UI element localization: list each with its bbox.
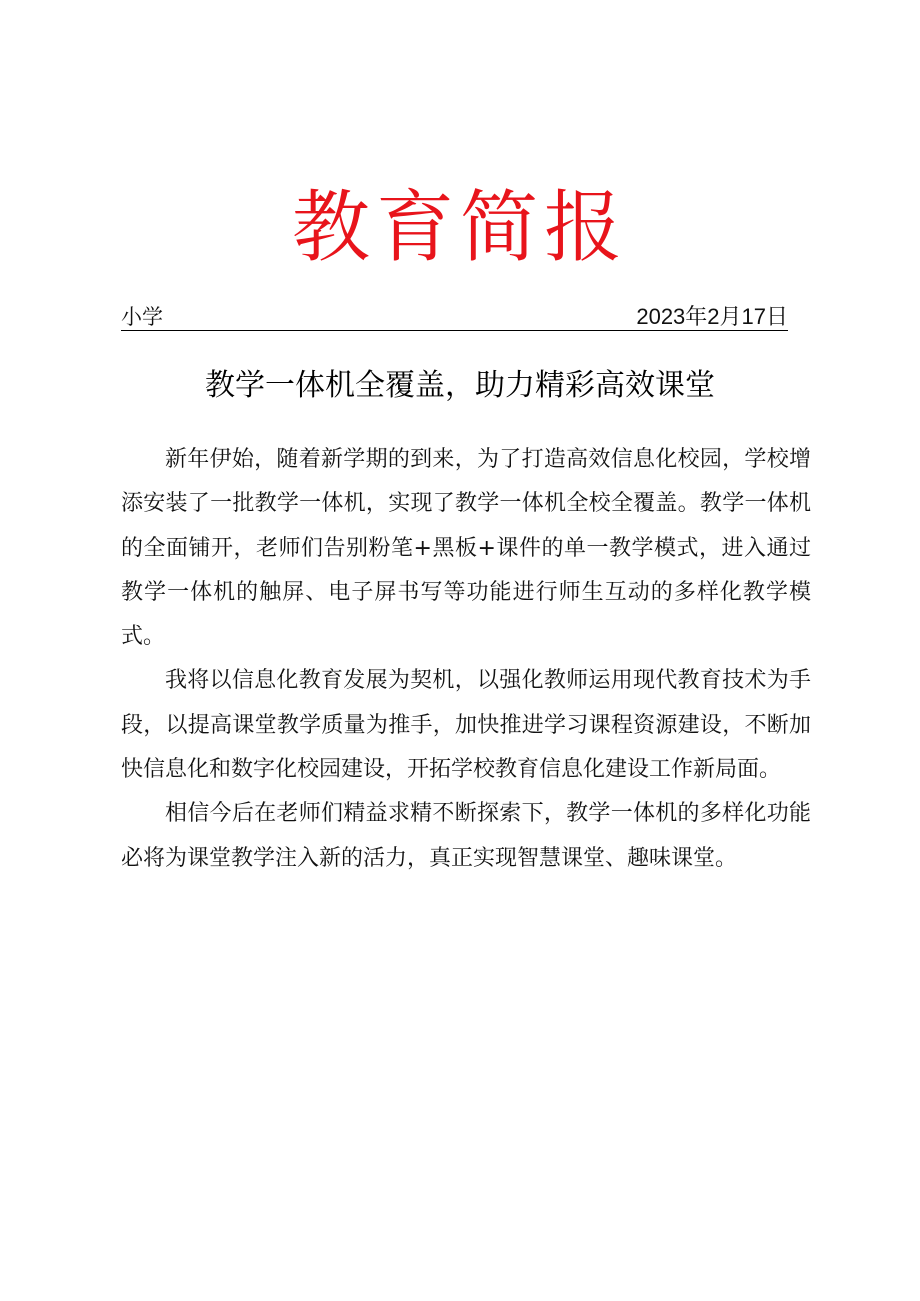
masthead-title: 教育简报	[291, 183, 628, 273]
issue-date: 2023年2月17日	[636, 304, 788, 329]
info-line	[121, 304, 788, 331]
article-paragraph: 新年伊始，随着新学期的到来，为了打造高效信息化校园，学校增添安装了一批教学一体机，实现了教学一体机全校全覆盖。教学一体机的全面铺开，老师们告别粉笔+黑板+课件的单一教学模式，进入通过教学一体机的触屏、电子屏书写等功能进行师生互动的多样化教学模式。	[121, 447, 811, 650]
article-headline: 教学一体机全覆盖，助力精彩高效课堂	[205, 368, 715, 403]
article-paragraph: 相信今后在老师们精益求精不断探索下，教学一体机的多样化功能必将为课堂教学注入新的活力，真正实现智慧课堂、趣味课堂。	[121, 801, 811, 871]
article-body	[121, 438, 811, 881]
article-paragraph: 我将以信息化教育发展为契机，以强化教师运用现代教育技术为手段，以提高课堂教学质量为推手，加快推进学习课程资源建设，不断加快信息化和数字化校园建设，开拓学校教育信息化建设工作新局面。	[121, 668, 811, 783]
school-name: 小学	[121, 305, 163, 329]
